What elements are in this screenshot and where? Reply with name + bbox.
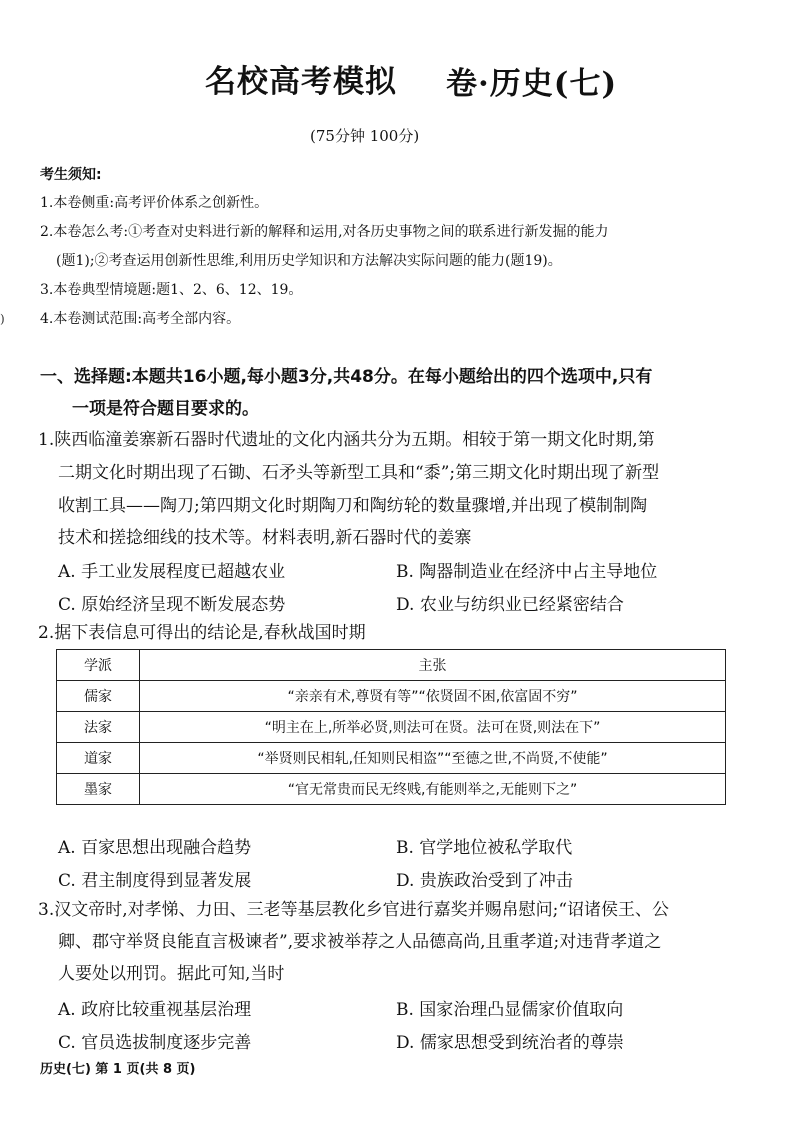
q2-option-a[interactable]: A. 百家思想出现融合趋势 <box>58 838 252 858</box>
table-header-row <box>57 650 726 681</box>
question-1-line-1: 1.陕西临潼姜寨新石器时代遗址的文化内涵共分为五期。相较于第一期文化时期,第 <box>38 430 655 450</box>
notice-item-4: 4.本卷测试范围:高考全部内容。 <box>40 311 241 327</box>
table-header-school: 学派 <box>57 650 140 681</box>
q1-option-b[interactable]: B. 陶器制造业在经济中占主导地位 <box>396 562 658 582</box>
page-footer: 历史(七) 第 1 页(共 8 页) <box>40 1062 196 1077</box>
table-cell-school: 法家 <box>57 712 140 743</box>
question-3-line-3: 人要处以刑罚。据此可知,当时 <box>58 964 285 984</box>
question-3-line-2: 卿、郡守举贤良能直言极谏者”,要求被举荐之人品德高尚,且重孝道;对违背孝道之 <box>58 932 662 952</box>
q1-option-c[interactable]: C. 原始经济呈现不断发展态势 <box>58 595 286 615</box>
binding-hole-mark: ) <box>0 312 5 326</box>
table-row <box>57 681 726 712</box>
q3-option-a[interactable]: A. 政府比较重视基层治理 <box>58 1000 252 1020</box>
q1-option-a[interactable]: A. 手工业发展程度已超越农业 <box>58 562 286 582</box>
q2-option-c[interactable]: C. 君主制度得到显著发展 <box>58 871 252 891</box>
section-heading-line1: 一、选择题:本题共16小题,每小题3分,共48分。在每小题给出的四个选项中,只有 <box>40 367 653 387</box>
table-row <box>57 743 726 774</box>
exam-duration-score: (75分钟 100分) <box>310 127 420 145</box>
q3-option-d[interactable]: D. 儒家思想受到统治者的尊崇 <box>396 1033 624 1053</box>
schools-table <box>56 649 726 805</box>
table-cell-school: 儒家 <box>57 681 140 712</box>
table-cell-school: 墨家 <box>57 774 140 805</box>
notice-item-2: 2.本卷怎么考:①考查对史料进行新的解释和运用,对各历史事物之间的联系进行新发掘的能力 <box>40 224 609 240</box>
title-school: 名校高考模拟 <box>205 64 397 100</box>
table-cell-claim: “官无常贵而民无终贱,有能则举之,无能则下之” <box>140 774 726 805</box>
q1-option-d[interactable]: D. 农业与纺织业已经紧密结合 <box>396 595 624 615</box>
q2-option-b[interactable]: B. 官学地位被私学取代 <box>396 838 573 858</box>
notice-item-2-cont: (题1);②考查运用创新性思维,利用历史学知识和方法解决实际问题的能力(题19)。 <box>56 253 562 269</box>
title-subject: 卷·历史(七) <box>446 66 618 102</box>
question-1-line-3: 收割工具——陶刀;第四期文化时期陶刀和陶纺轮的数量骤增,并出现了模制制陶 <box>58 496 648 516</box>
notice-heading: 考生须知: <box>40 167 102 183</box>
notice-item-1: 1.本卷侧重:高考评价体系之创新性。 <box>40 195 269 211</box>
question-1-line-2: 二期文化时期出现了石锄、石矛头等新型工具和“黍”;第三期文化时期出现了新型 <box>58 463 660 483</box>
notice-item-3: 3.本卷典型情境题:题1、2、6、12、19。 <box>40 282 303 298</box>
table-header-claim: 主张 <box>140 650 726 681</box>
question-2-stem: 2.据下表信息可得出的结论是,春秋战国时期 <box>38 623 366 643</box>
q3-option-b[interactable]: B. 国家治理凸显儒家价值取向 <box>396 1000 624 1020</box>
question-3-line-1: 3.汉文帝时,对孝悌、力田、三老等基层教化乡官进行嘉奖并赐帛慰问;“诏诸侯王、公 <box>38 900 670 920</box>
table-cell-school: 道家 <box>57 743 140 774</box>
table-cell-claim: “举贤则民相轧,任知则民相盗”“至德之世,不尚贤,不使能” <box>140 743 726 774</box>
q3-option-c[interactable]: C. 官员选拔制度逐步完善 <box>58 1033 252 1053</box>
table-row <box>57 712 726 743</box>
section-heading-line2: 一项是符合题目要求的。 <box>72 399 259 419</box>
exam-title <box>0 56 794 106</box>
q2-option-d[interactable]: D. 贵族政治受到了冲击 <box>396 871 573 891</box>
table-row <box>57 774 726 805</box>
table-cell-claim: “亲亲有术,尊贤有等”“依贤固不困,依富固不穷” <box>140 681 726 712</box>
table-cell-claim: “明主在上,所举必贤,则法可在贤。法可在贤,则法在下” <box>140 712 726 743</box>
question-1-line-4: 技术和搓捻细线的技术等。材料表明,新石器时代的姜寨 <box>58 528 472 548</box>
